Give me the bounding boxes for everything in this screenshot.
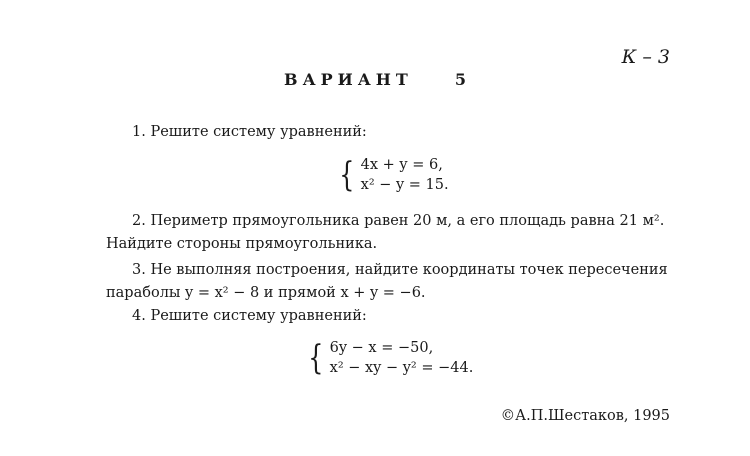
- task-1-number: 1.: [132, 124, 146, 140]
- task-4-text: Решите систему уравнений:: [150, 308, 367, 324]
- system-brace: {: [339, 155, 355, 195]
- variant-number: 5: [454, 70, 466, 89]
- task-3-number: 3.: [132, 262, 146, 278]
- copyright: ©А.П.Шестаков, 1995: [500, 408, 670, 424]
- task-3-text-1: Не выполняя построения, найдите координаты точек пересечения: [150, 262, 668, 278]
- task-4-equation-1: 6y − x = −50,: [329, 340, 434, 356]
- task-4-statement: [106, 308, 367, 324]
- variant-word: ВАРИАНТ: [284, 70, 413, 89]
- task-3-line-2: параболы y = x² − 8 и прямой x + y = −6.: [106, 285, 426, 301]
- task-4-equation-2: x² − xy − y² = −44.: [329, 360, 474, 376]
- task-4-system: [305, 338, 473, 378]
- task-1-system: [336, 155, 449, 195]
- task-1-statement: [106, 124, 367, 140]
- variant-title: [0, 70, 750, 89]
- task-3-line-1: [106, 262, 668, 278]
- task-4-number: 4.: [132, 308, 146, 324]
- variant-code: К – 3: [621, 46, 670, 68]
- task-2-number: 2.: [132, 213, 146, 229]
- task-2-line-1: [106, 213, 664, 229]
- system-brace: {: [308, 338, 324, 378]
- task-1-equation-2: x² − y = 15.: [360, 177, 449, 193]
- task-2-text-1: Периметр прямоугольника равен 20 м, а его площадь равна 21 м².: [150, 213, 665, 229]
- task-1-text: Решите систему уравнений:: [150, 124, 367, 140]
- task-2-line-2: Найдите стороны прямоугольника.: [106, 236, 378, 252]
- task-1-equation-1: 4x + y = 6,: [360, 157, 443, 173]
